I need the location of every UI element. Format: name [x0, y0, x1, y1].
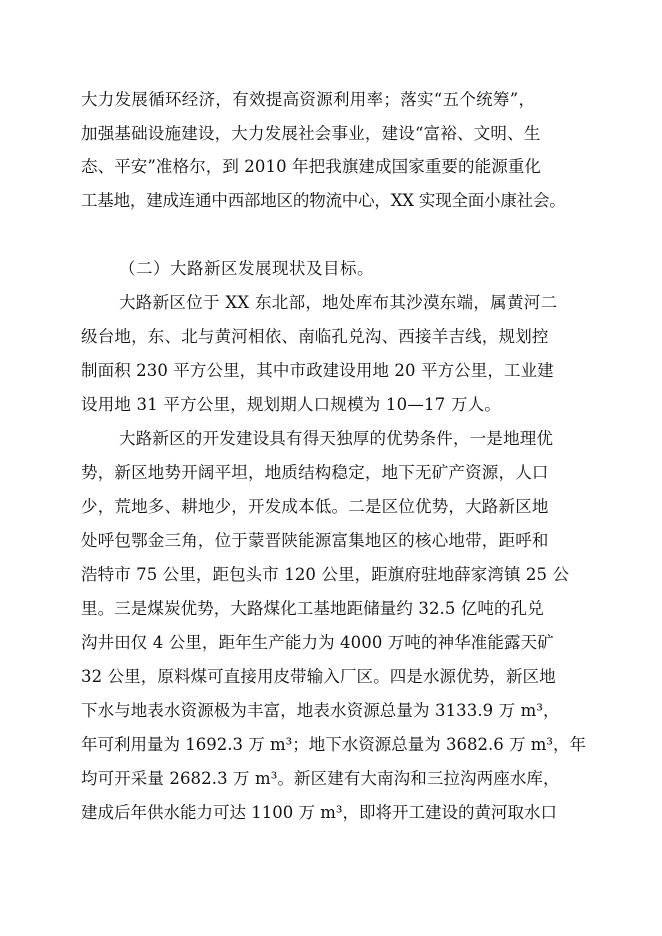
text-line-21: 建成后年供水能力可达 1100 万 m³，即将开工建设的黄河取水口	[81, 803, 557, 822]
text-line-16: 沟井田仅 4 公里，距年生产能力为 4000 万吨的神华准能露天矿	[81, 633, 554, 652]
text-line-7: 级台地，东、北与黄河相依、南临孔兑沟、西接羊吉线，规划控	[81, 327, 549, 346]
text-line-15: 里。三是煤炭优势，大路煤化工基地距储量约 32.5 亿吨的孔兑	[81, 599, 544, 618]
text-line-20: 均可开采量 2682.3 万 m³。新区建有大南沟和三拉沟两座水库，	[81, 769, 560, 788]
text-line-4: 工基地，建成连通中西部地区的物流中心，XX 实现全面小康社会。	[81, 191, 566, 210]
text-line-17: 32 公里，原料煤可直接用皮带输入厂区。四是水源优势，新区地	[81, 667, 556, 686]
text-line-8: 制面积 230 平方公里，其中市政建设用地 20 平方公里，工业建	[81, 361, 554, 380]
text-line-14: 浩特市 75 公里，距包头市 120 公里，距旗府驻地薛家湾镇 25 公	[81, 565, 570, 584]
section-heading: （二）大路新区发展现状及目标。	[119, 259, 374, 278]
text-line-3: 态、平安”准格尔，到 2010 年把我旗建成国家重要的能源重化	[81, 157, 542, 176]
text-line-1: 大力发展循环经济，有效提高资源利用率；落实“五个统筹”，	[81, 90, 536, 109]
text-line-10: 大路新区的开发建设具有得天独厚的优势条件，一是地理优	[119, 429, 554, 448]
text-line-9: 设用地 31 平方公里，规划期人口规模为 10—17 万人。	[81, 395, 501, 414]
text-line-19: 年可利用量为 1692.3 万 m³；地下水资源总量为 3682.6 万 m³，年	[81, 735, 586, 754]
text-line-2: 加强基础设施建设，大力发展社会事业，建设“富裕、文明、生	[81, 124, 541, 143]
text-line-11: 势，新区地势开阔平坦，地质结构稳定，地下无矿产资源，人口	[81, 463, 549, 482]
text-line-6: 大路新区位于 XX 东北部，地处库布其沙漠东端，属黄河二	[119, 293, 558, 312]
text-line-12: 少，荒地多、耕地少，开发成本低。二是区位优势，大路新区地	[81, 497, 549, 516]
text-line-13: 处呼包鄂金三角，位于蒙晋陕能源富集地区的核心地带，距呼和	[81, 531, 549, 550]
text-line-18: 下水与地表水资源极为丰富，地表水资源总量为 3133.9 万 m³，	[81, 701, 560, 720]
